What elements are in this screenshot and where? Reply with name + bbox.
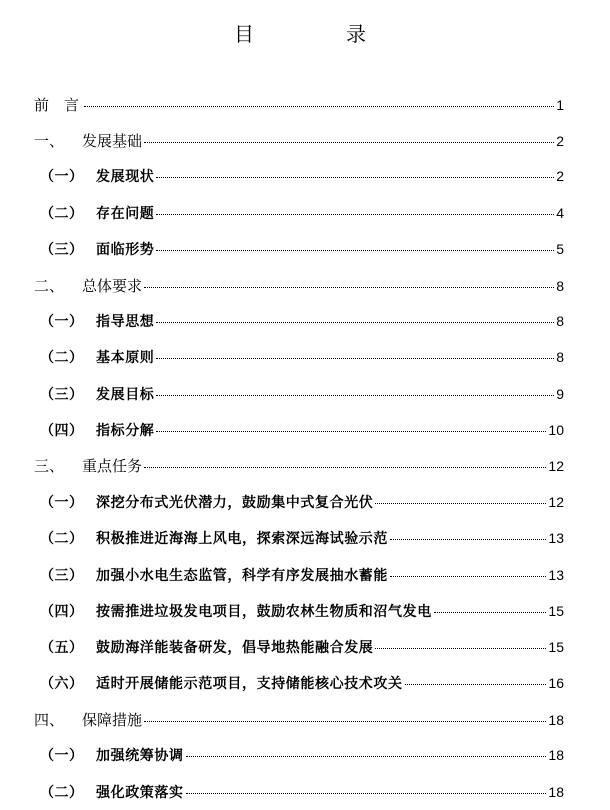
toc-page-number: 18 <box>548 783 564 800</box>
toc-entry-line <box>40 239 564 259</box>
toc-page-number: 13 <box>548 566 564 583</box>
toc-dot-leader <box>186 791 547 794</box>
toc-dot-leader <box>156 393 554 396</box>
toc-page-number: 4 <box>556 204 564 221</box>
toc-dot-leader <box>144 140 554 143</box>
toc-entry[interactable] <box>0 303 610 339</box>
toc-entry-number: （三） <box>40 386 84 403</box>
toc-entry-number: （一） <box>40 169 84 186</box>
toc-page-number: 8 <box>556 277 564 294</box>
toc-entry-number: 二、 <box>34 276 65 295</box>
toc-entry-line <box>40 166 564 186</box>
toc-entry-line <box>40 673 564 693</box>
toc-page-number: 18 <box>548 747 564 764</box>
toc-dot-leader <box>186 754 547 757</box>
toc-entry-number: 三、 <box>34 457 65 476</box>
toc-page-number: 8 <box>556 313 564 330</box>
toc-entry-number: （二） <box>40 784 84 801</box>
toc-entry-line <box>40 745 564 765</box>
toc-entry-title: 基本原则 <box>96 350 155 367</box>
toc-entry[interactable] <box>0 484 610 520</box>
toc-entry-number: （六） <box>40 676 84 693</box>
toc-page-number: 12 <box>548 494 564 511</box>
toc-entry-number: （三） <box>40 567 84 584</box>
toc-entry-line <box>34 709 564 730</box>
toc-entry[interactable] <box>0 593 610 629</box>
toc-entry-line <box>40 311 564 331</box>
toc-page-number: 12 <box>548 458 564 475</box>
toc-entry-number: （一） <box>40 314 84 331</box>
toc-entry-line <box>40 637 564 657</box>
toc-entry-title: 鼓励海洋能装备研发，倡导地热能融合发展 <box>96 639 374 656</box>
toc-entry[interactable] <box>0 376 610 412</box>
toc-entry-number: （四） <box>40 603 84 620</box>
toc-entry[interactable] <box>0 86 610 122</box>
toc-entry-title: 加强小水电生态监管，科学有序发展抽水蓄能 <box>96 567 388 584</box>
toc-entry-line <box>40 492 564 512</box>
toc-entry[interactable] <box>0 412 610 448</box>
toc-entry-line <box>40 384 564 404</box>
toc-entry-number: （一） <box>40 748 84 765</box>
toc-entry-title: 加强统筹协调 <box>96 748 184 765</box>
toc-entry-number: 一、 <box>34 131 65 150</box>
toc-entry-line <box>40 528 564 548</box>
toc-page-number: 9 <box>556 385 564 402</box>
toc-entry-title: 存在问题 <box>96 205 155 222</box>
toc-entry-line <box>40 782 564 802</box>
toc-entry-title: 总体要求 <box>82 276 143 295</box>
toc-entry-title: 积极推进近海海上风电，探索深远海试验示范 <box>96 531 388 548</box>
toc-entry-number: （二） <box>40 531 84 548</box>
toc-page-number: 15 <box>548 638 564 655</box>
toc-entry-line <box>34 275 564 296</box>
toc-page-number: 16 <box>548 675 564 692</box>
toc-entry[interactable] <box>0 520 610 556</box>
toc-page-number: 2 <box>556 132 564 149</box>
toc-entry-line <box>34 130 564 151</box>
toc-entry[interactable] <box>0 158 610 194</box>
toc-page-number: 8 <box>556 349 564 366</box>
toc-page-number: 5 <box>556 240 564 257</box>
toc-entry-line <box>34 94 564 115</box>
toc-entry-title: 按需推进垃圾发电项目，鼓励农林生物质和沼气发电 <box>96 603 432 620</box>
toc-entry[interactable] <box>0 701 610 737</box>
toc-dot-leader <box>144 719 546 722</box>
toc-entry-line <box>40 420 564 440</box>
toc-entry-title: 发展目标 <box>96 386 155 403</box>
toc-entry[interactable] <box>0 737 610 773</box>
toc-page-number: 13 <box>548 530 564 547</box>
toc-entry[interactable] <box>0 556 610 592</box>
toc-entry[interactable] <box>0 267 610 303</box>
toc-entry-title: 发展基础 <box>82 131 143 150</box>
toc-entry[interactable] <box>0 195 610 231</box>
toc-entry-title: 指标分解 <box>96 422 155 439</box>
toc-dot-leader <box>156 248 554 251</box>
toc-entry-title: 重点任务 <box>82 457 143 476</box>
toc-entry-title: 保障措施 <box>82 710 143 729</box>
toc-entry-line <box>40 565 564 585</box>
toc-dot-leader <box>375 646 546 649</box>
toc-page-number: 18 <box>548 711 564 728</box>
toc-page-number: 10 <box>548 421 564 438</box>
toc-entry-title: 面临形势 <box>96 241 155 258</box>
toc-dot-leader <box>156 212 554 215</box>
toc-entry-title: 指导思想 <box>96 314 155 331</box>
toc-entry-number: 前 言 <box>34 95 80 114</box>
toc-dot-leader <box>390 574 546 577</box>
toc-entry-line <box>40 601 564 621</box>
toc-dot-leader <box>156 175 554 178</box>
page-title: 目 录 <box>234 22 402 46</box>
toc-dot-leader <box>144 285 554 288</box>
toc-entry-number: 四、 <box>34 710 65 729</box>
toc-entry[interactable] <box>0 629 610 665</box>
toc-dot-leader <box>156 320 554 323</box>
toc-entry-line <box>40 203 564 223</box>
toc-dot-leader <box>405 682 547 685</box>
table-of-contents <box>0 86 610 810</box>
toc-entry-title: 深挖分布式光伏潜力，鼓励集中式复合光伏 <box>96 495 374 512</box>
toc-entry[interactable] <box>0 665 610 701</box>
toc-page-number: 1 <box>556 96 564 113</box>
toc-entry-number: （三） <box>40 241 84 258</box>
toc-entry[interactable] <box>0 448 610 484</box>
toc-dot-leader <box>156 429 546 432</box>
toc-entry-number: （二） <box>40 350 84 367</box>
toc-entry[interactable] <box>0 339 610 375</box>
toc-entry-number: （一） <box>40 495 84 512</box>
toc-page-number: 15 <box>548 602 564 619</box>
toc-entry-number: （二） <box>40 205 84 222</box>
toc-dot-leader <box>434 610 547 613</box>
toc-entry-title: 发展现状 <box>96 169 155 186</box>
toc-dot-leader <box>390 537 546 540</box>
toc-entry-number: （四） <box>40 422 84 439</box>
toc-dot-leader <box>156 356 554 359</box>
toc-dot-leader <box>84 104 554 107</box>
toc-entry-line <box>34 455 564 476</box>
toc-entry-line <box>40 347 564 367</box>
toc-dot-leader <box>375 501 546 504</box>
toc-entry[interactable] <box>0 122 610 158</box>
toc-dot-leader <box>144 465 546 468</box>
toc-page-number: 2 <box>556 168 564 185</box>
toc-entry[interactable] <box>0 774 610 810</box>
toc-entry[interactable] <box>0 231 610 267</box>
toc-entry-number: （五） <box>40 639 84 656</box>
toc-entry-title: 适时开展储能示范项目，支持储能核心技术攻关 <box>96 676 403 693</box>
toc-entry-title: 强化政策落实 <box>96 784 184 801</box>
